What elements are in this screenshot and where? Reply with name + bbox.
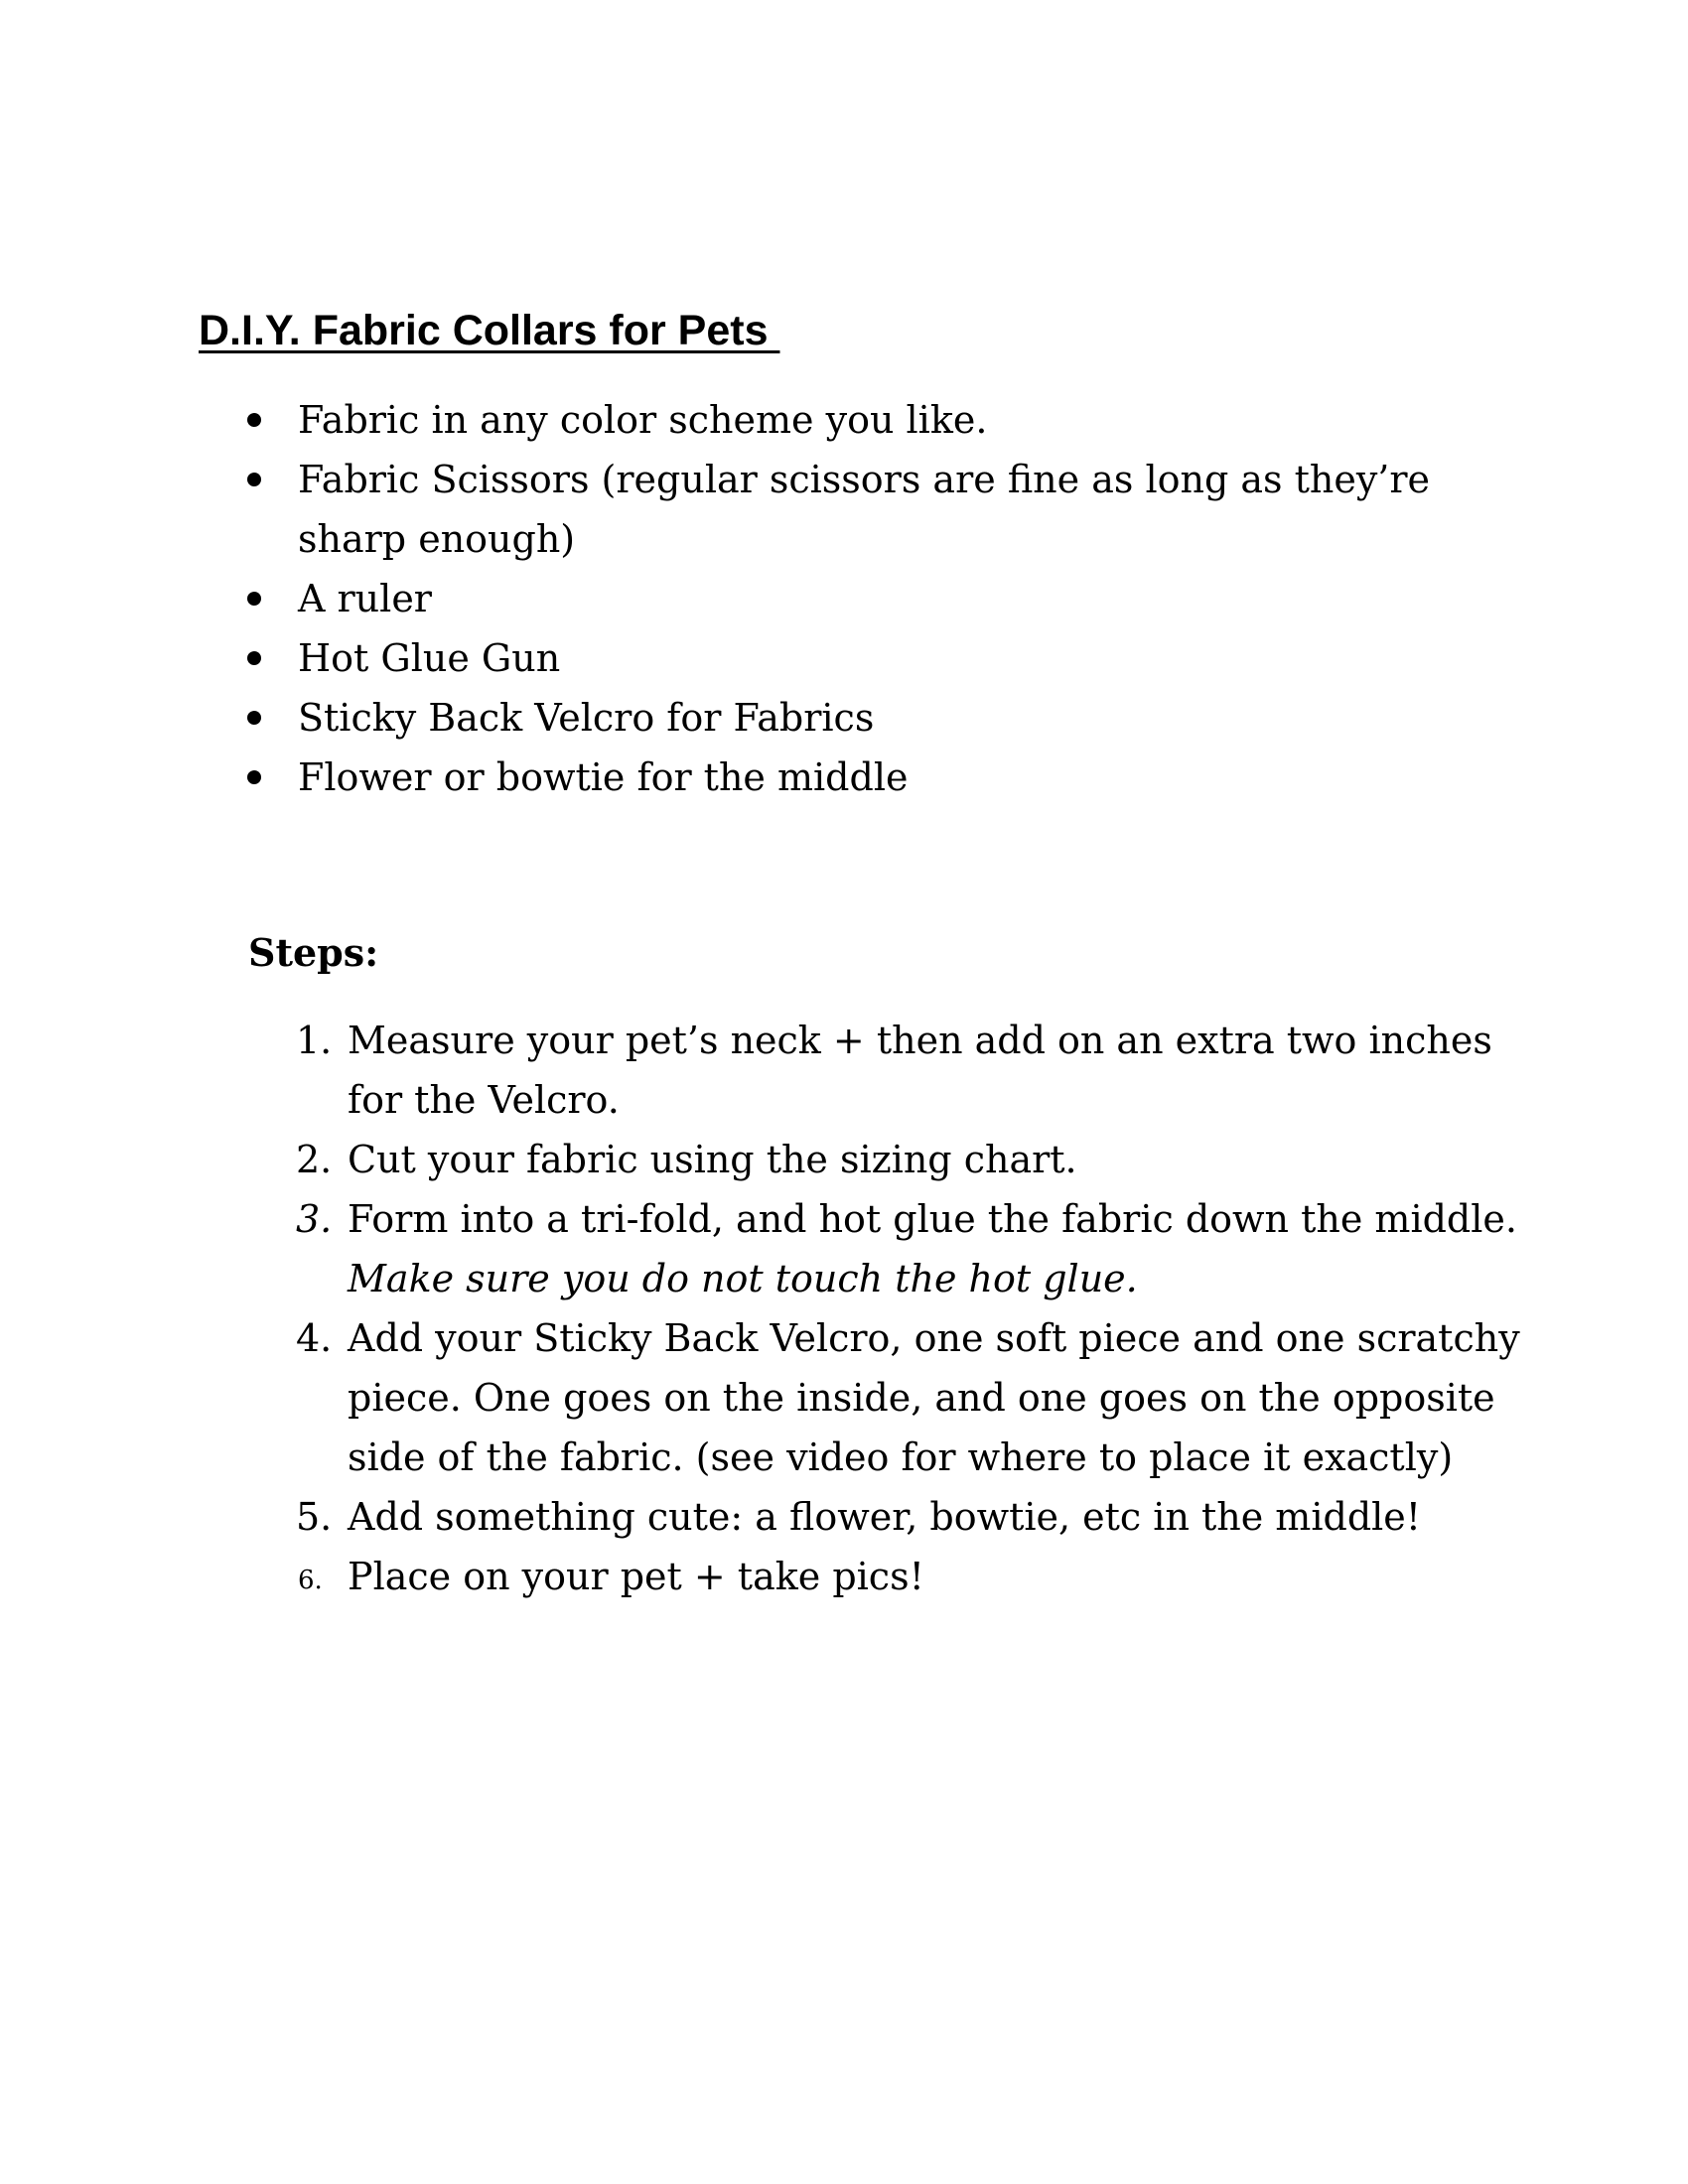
material-text: Sticky Back Velcro for Fabrics bbox=[298, 696, 875, 740]
bullet-icon bbox=[247, 473, 261, 486]
bullet-icon bbox=[247, 592, 261, 606]
step-text: Cut your fabric using the sizing chart. bbox=[348, 1138, 1077, 1181]
step-text: Measure your pet’s neck + then add on an extra two inches for the Velcro. bbox=[348, 1019, 1492, 1122]
step-item bbox=[248, 1011, 1539, 1130]
list-item bbox=[199, 688, 1489, 748]
steps-heading: Steps: bbox=[248, 930, 379, 975]
list-item bbox=[199, 450, 1489, 569]
list-item bbox=[199, 628, 1489, 688]
step-item bbox=[248, 1487, 1539, 1547]
step-number: 6. bbox=[298, 1566, 323, 1595]
list-item bbox=[199, 390, 1489, 450]
step-number: 4. bbox=[296, 1316, 333, 1360]
step-item bbox=[248, 1189, 1539, 1308]
step-text: Form into a tri-fold, and hot glue the fabric down the middle. bbox=[348, 1197, 1517, 1241]
bullet-icon bbox=[247, 651, 261, 665]
step-number: 5. bbox=[296, 1495, 333, 1539]
steps-list bbox=[248, 1011, 1539, 1606]
material-text: A ruler bbox=[298, 577, 432, 620]
bullet-icon bbox=[247, 711, 261, 725]
material-text: Fabric in any color scheme you like. bbox=[298, 398, 988, 442]
step-item bbox=[248, 1547, 1539, 1606]
step-text: Add your Sticky Back Velcro, one soft piece and one scratchy piece. One goes on the inside, and one goes on the opposite side of the fabric. (see video for where to place it exactly) bbox=[348, 1316, 1520, 1479]
material-text: Fabric Scissors (regular scissors are fine as long as they’re sharp enough) bbox=[298, 458, 1431, 561]
step-note: Make sure you do not touch the hot glue. bbox=[348, 1257, 1138, 1300]
list-item bbox=[199, 569, 1489, 628]
materials-list bbox=[199, 390, 1489, 807]
step-item bbox=[248, 1130, 1539, 1189]
step-number: 3. bbox=[296, 1197, 333, 1241]
material-text: Hot Glue Gun bbox=[298, 636, 561, 680]
step-number: 2. bbox=[296, 1138, 333, 1181]
material-text: Flower or bowtie for the middle bbox=[298, 755, 909, 799]
document-title: D.I.Y. Fabric Collars for Pets bbox=[199, 307, 780, 354]
step-number: 1. bbox=[296, 1019, 333, 1062]
step-text: Place on your pet + take pics! bbox=[348, 1555, 924, 1598]
step-item bbox=[248, 1308, 1539, 1487]
step-text: Add something cute: a flower, bowtie, etc in the middle! bbox=[348, 1495, 1422, 1539]
bullet-icon bbox=[247, 413, 261, 427]
list-item bbox=[199, 748, 1489, 807]
bullet-icon bbox=[247, 770, 261, 784]
